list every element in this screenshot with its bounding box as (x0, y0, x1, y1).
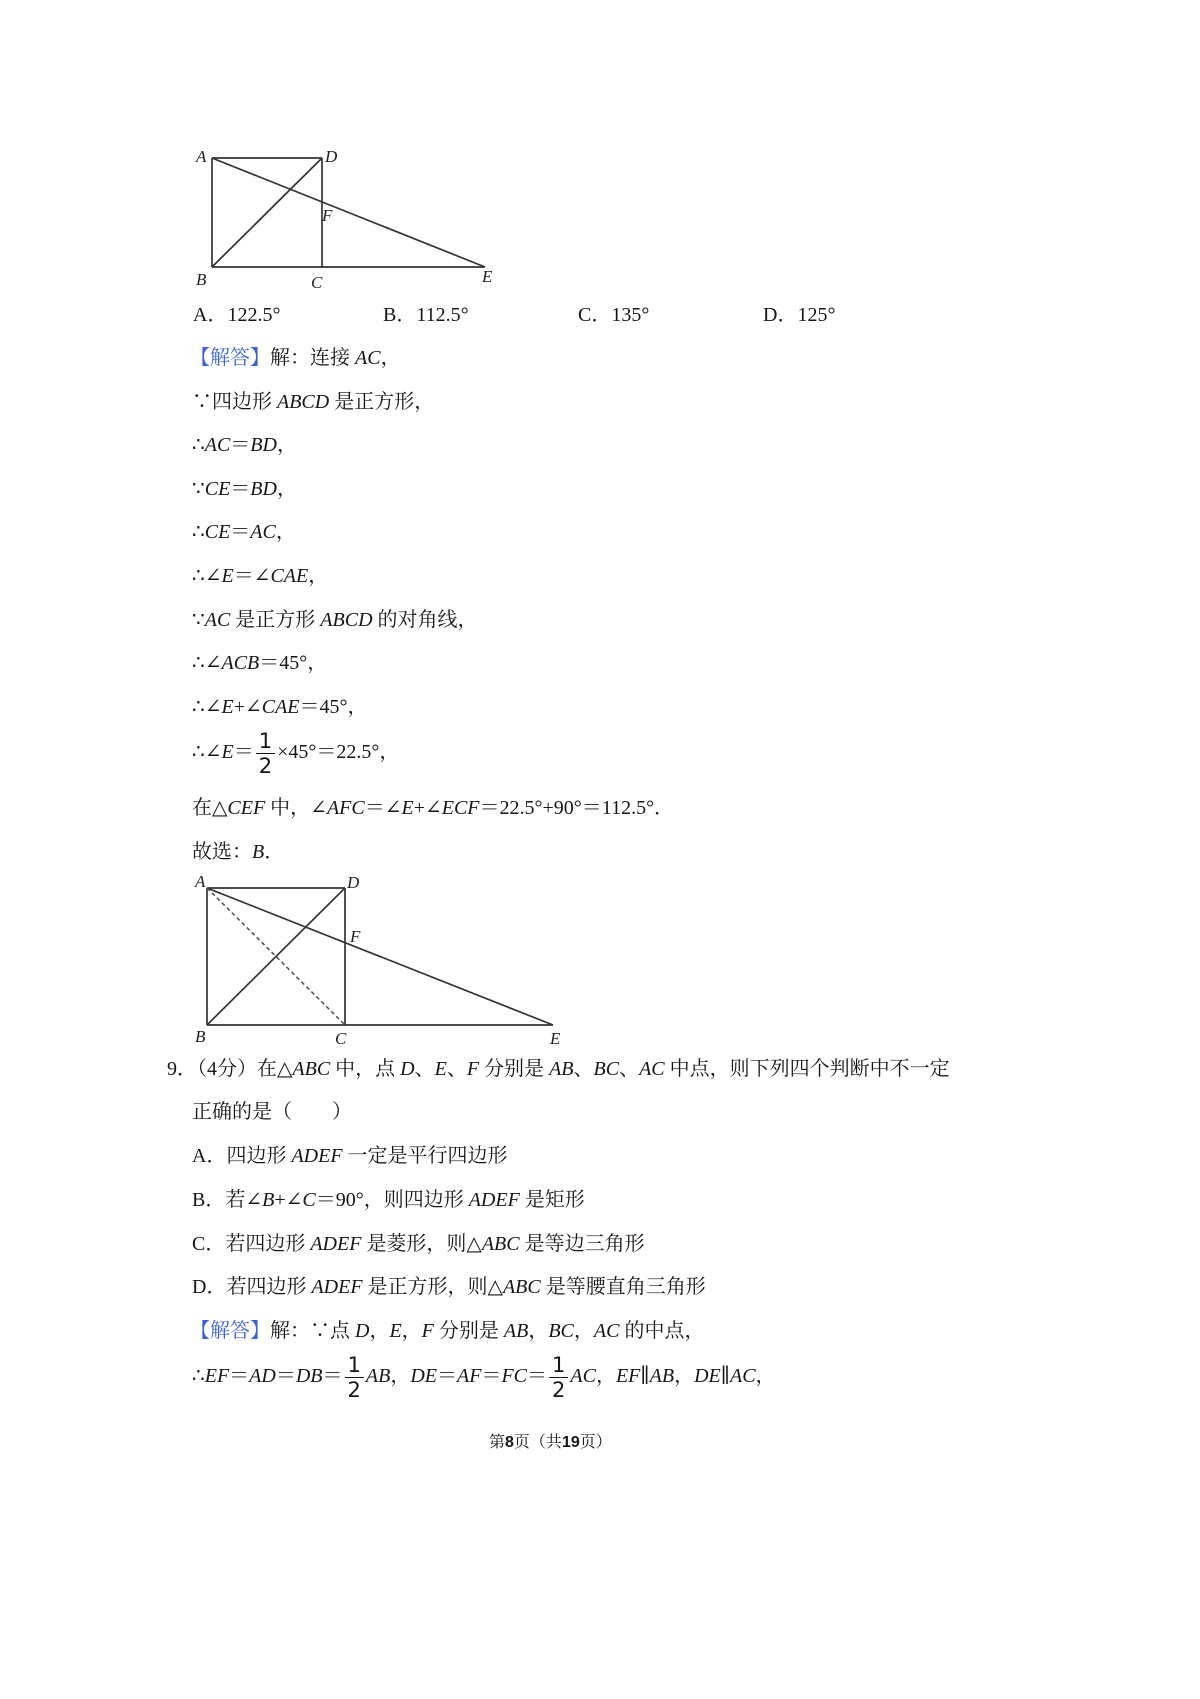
math-variable: EF (615, 1365, 641, 1388)
text-run: ， (308, 565, 329, 587)
text-run: +∠ (233, 696, 262, 718)
math-variable: ABC (292, 1058, 331, 1080)
text-run: 、 (446, 1058, 467, 1080)
q9-stem-line-2 (192, 1097, 352, 1127)
math-variable: AB (503, 1320, 529, 1342)
math-variable: DB (295, 1365, 323, 1388)
math-variable: AC (639, 1058, 665, 1080)
text-run: B．若∠ (192, 1189, 263, 1211)
text-run: 、 (414, 1058, 435, 1080)
text-run: ∴∠ (192, 741, 222, 764)
text-run: ， (755, 1365, 776, 1388)
math-variable: AB (365, 1365, 391, 1388)
math-variable: E (221, 741, 234, 764)
math-variable: E (434, 1058, 447, 1080)
math-variable: BC (548, 1320, 574, 1342)
text-run: ×45°＝22.5°， (277, 741, 400, 764)
q8-option-b (383, 300, 469, 330)
fraction-numerator: 1 (256, 730, 275, 754)
text-run: ＝ (233, 741, 254, 764)
q8-solution-line-9 (192, 692, 368, 722)
text-run: ∵四边形 (192, 391, 277, 413)
math-variable: D (355, 1320, 370, 1342)
text-run: ， (401, 1320, 422, 1342)
text-run: 正确的是（ ） (192, 1101, 352, 1123)
segment-ae (207, 888, 553, 1025)
footer-prefix: 第 (489, 1434, 506, 1451)
fraction (345, 1354, 364, 1401)
text-run: ， (674, 1365, 695, 1388)
math-variable: AC (570, 1365, 596, 1388)
text-run: 的中点， (619, 1320, 705, 1342)
text-run: 中，点 (330, 1058, 401, 1080)
math-variable: AFC (326, 797, 365, 819)
text-run: 的对角线， (372, 609, 478, 631)
fraction (256, 730, 275, 777)
q8-solution-line-6 (192, 561, 328, 591)
math-variable: CE (204, 478, 231, 500)
text-run: ∴∠ (192, 696, 222, 718)
math-variable: AC (593, 1320, 620, 1342)
math-variable: E (401, 797, 414, 819)
text-run: 是正方形 (230, 609, 321, 631)
math-variable: ABC (481, 1233, 520, 1255)
q8-solution-line-1 (190, 343, 401, 373)
math-variable: AC (204, 609, 231, 631)
text-run: 是等边三角形 (519, 1233, 645, 1255)
math-variable: D (400, 1058, 415, 1080)
footer-page-number: 8 (505, 1434, 514, 1451)
text-run: ∴ (192, 1365, 205, 1388)
math-variable: EF (204, 1365, 230, 1388)
label-d: D (347, 873, 360, 892)
q8-solution-line-4 (192, 474, 297, 504)
math-variable: B (262, 1189, 275, 1211)
text-run: 是矩形 (519, 1189, 585, 1211)
text-run: 是正方形， (329, 391, 435, 413)
label-e: E (550, 1029, 561, 1048)
text-run: 是正方形，则△ (362, 1276, 503, 1298)
text-run: ． (264, 841, 285, 863)
text-run: ∵ (192, 609, 205, 631)
option-letter: C． (578, 304, 612, 326)
fraction-numerator: 1 (345, 1354, 364, 1378)
fraction-denominator: 2 (258, 754, 273, 778)
math-variable: ADEF (468, 1189, 520, 1211)
text-run: ∴ (192, 434, 205, 456)
math-variable: ADEF (311, 1276, 363, 1298)
math-variable: E (221, 696, 234, 718)
text-run: ＝ (322, 1365, 343, 1388)
text-run: ＝ (527, 1365, 547, 1388)
option-letter: D． (763, 304, 798, 326)
footer-suffix: 页） (579, 1434, 612, 1451)
text-run: ＝ (230, 478, 251, 500)
text-run: +∠ (413, 797, 442, 819)
text-run: ∥ (720, 1365, 730, 1388)
text-run: 一定是平行四边形 (342, 1145, 508, 1167)
q9-option-a (192, 1141, 508, 1171)
text-run: ＝ (481, 1365, 502, 1388)
text-run: ∥ (640, 1365, 650, 1388)
text-run: +∠ (274, 1189, 303, 1211)
q8-solution-line-2 (192, 387, 434, 417)
text-run: ∵ (192, 478, 205, 500)
text-run: ， (528, 1320, 549, 1342)
option-value: 125° (797, 304, 836, 326)
text-run: ＝ (229, 1365, 250, 1388)
q8-option-a (193, 300, 280, 330)
answer-tag: 【解答】 (190, 1320, 270, 1342)
text-run: ， (276, 434, 297, 456)
q8-figure-square-with-ac (190, 868, 580, 1050)
text-run: 、 (619, 1058, 640, 1080)
label-a: A (196, 147, 207, 166)
math-variable: AB (649, 1365, 675, 1388)
math-variable: CAE (261, 696, 300, 718)
q9-option-d (192, 1272, 706, 1302)
math-variable: ABCD (320, 609, 373, 631)
math-variable: AC (355, 347, 381, 369)
text-run: 是菱形，则△ (361, 1233, 482, 1255)
text-run: ＝ (437, 1365, 457, 1388)
footer-middle: 页（共 (513, 1434, 562, 1451)
text-run: 分别是 (479, 1058, 550, 1080)
math-variable: BD (250, 434, 277, 456)
math-variable: CAE (270, 565, 309, 587)
math-variable: AC (729, 1365, 756, 1388)
label-e: E (482, 267, 493, 286)
answer-tag: 【解答】 (190, 347, 270, 369)
q9-solution-line-2 (192, 1354, 776, 1401)
q8-solution-line-12 (192, 837, 284, 867)
text-run: 在△ (192, 797, 228, 819)
text-run: ＝∠ (233, 565, 271, 587)
math-variable: DE (410, 1365, 437, 1388)
label-f: F (350, 927, 361, 946)
q8-solution-line-10 (192, 730, 399, 777)
math-variable: E (389, 1320, 402, 1342)
text-run: ＝∠ (364, 797, 402, 819)
option-value: 135° (611, 304, 650, 326)
segment-ae (212, 158, 485, 267)
page-footer (489, 1431, 612, 1455)
text-run: ， (369, 1320, 390, 1342)
text-run: ＝90°，则四边形 (315, 1189, 469, 1211)
math-variable: BC (593, 1058, 620, 1080)
text-run: 解：∵点 (270, 1320, 355, 1342)
label-c: C (335, 1029, 347, 1048)
math-variable: AD (249, 1365, 276, 1388)
text-run: 是等腰直角三角形 (540, 1276, 706, 1298)
q8-solution-line-7 (192, 605, 478, 635)
math-variable: E (221, 565, 234, 587)
text-run: ∴∠ (192, 565, 222, 587)
text-run: D．若四边形 (192, 1276, 312, 1298)
math-variable: CEF (227, 797, 266, 819)
text-run: ＝ (230, 521, 251, 543)
text-run: C．若四边形 (192, 1233, 311, 1255)
option-letter: B． (383, 304, 417, 326)
math-variable: ABC (502, 1276, 541, 1298)
label-f: F (322, 206, 333, 225)
label-c: C (311, 273, 323, 292)
q8-figure-square-abcd (190, 140, 510, 300)
fraction-numerator: 1 (549, 1354, 568, 1378)
label-a: A (195, 872, 206, 891)
math-variable: AC (204, 434, 231, 456)
q8-solution-line-8 (192, 648, 327, 678)
math-variable: FC (501, 1365, 527, 1388)
fraction-denominator: 2 (552, 1378, 566, 1402)
text-run: ＝45°， (299, 696, 368, 718)
math-variable: CE (204, 521, 231, 543)
math-variable: ECF (441, 797, 480, 819)
q8-option-c (578, 300, 649, 330)
q9-option-b (192, 1185, 585, 1215)
option-value: 122.5° (227, 304, 281, 326)
math-variable: F (421, 1320, 434, 1342)
q8-solution-line-3 (192, 430, 297, 460)
label-b: B (195, 1027, 206, 1046)
text-run: ＝ (275, 1365, 296, 1388)
text-run: 9．（4分）在△ (167, 1058, 293, 1080)
fraction (549, 1354, 568, 1401)
math-variable: AF (457, 1365, 482, 1388)
text-run: ， (595, 1365, 616, 1388)
q8-option-d (763, 300, 835, 330)
text-run: ， (380, 347, 401, 369)
math-variable: ADEF (310, 1233, 362, 1255)
text-run: 中点，则下列四个判断中不一定 (664, 1058, 950, 1080)
text-run: ＝45°， (259, 652, 328, 674)
text-run: ＝ (230, 434, 251, 456)
diagonal-bd (212, 158, 322, 267)
text-run: ∴∠ (192, 652, 222, 674)
text-run: 中，∠ (265, 797, 327, 819)
q9-solution-line-1 (190, 1316, 704, 1346)
label-b: B (196, 270, 207, 289)
math-variable: ACB (221, 652, 260, 674)
text-run: ， (275, 521, 296, 543)
text-run: 故选： (192, 841, 252, 863)
text-run: A．四边形 (192, 1145, 292, 1167)
option-letter: A． (193, 304, 228, 326)
math-variable: AC (250, 521, 276, 543)
math-variable: C (302, 1189, 316, 1211)
fraction-denominator: 2 (347, 1378, 361, 1402)
text-run: 、 (573, 1058, 594, 1080)
math-variable: F (466, 1058, 480, 1080)
label-d: D (325, 147, 338, 166)
option-value: 112.5° (416, 304, 469, 326)
text-run: ， (573, 1320, 594, 1342)
math-variable: B (252, 841, 265, 863)
math-variable: ABCD (277, 391, 330, 413)
text-run: ， (390, 1365, 411, 1388)
text-run: ∴ (192, 521, 205, 543)
math-variable: DE (694, 1365, 721, 1388)
math-variable: BD (250, 478, 277, 500)
q8-solution-line-11 (192, 793, 674, 823)
q8-solution-line-5 (192, 517, 296, 547)
text-run: ， (276, 478, 297, 500)
footer-total-pages: 19 (561, 1434, 580, 1451)
math-variable: ADEF (291, 1145, 343, 1167)
text-run: ＝22.5°+90°＝112.5°． (479, 797, 675, 819)
math-variable: AB (549, 1058, 574, 1080)
text-run: 分别是 (433, 1320, 504, 1342)
q9-option-c (192, 1229, 645, 1259)
q9-stem-line-1 (167, 1054, 950, 1084)
text-run: 解：连接 (270, 347, 355, 369)
